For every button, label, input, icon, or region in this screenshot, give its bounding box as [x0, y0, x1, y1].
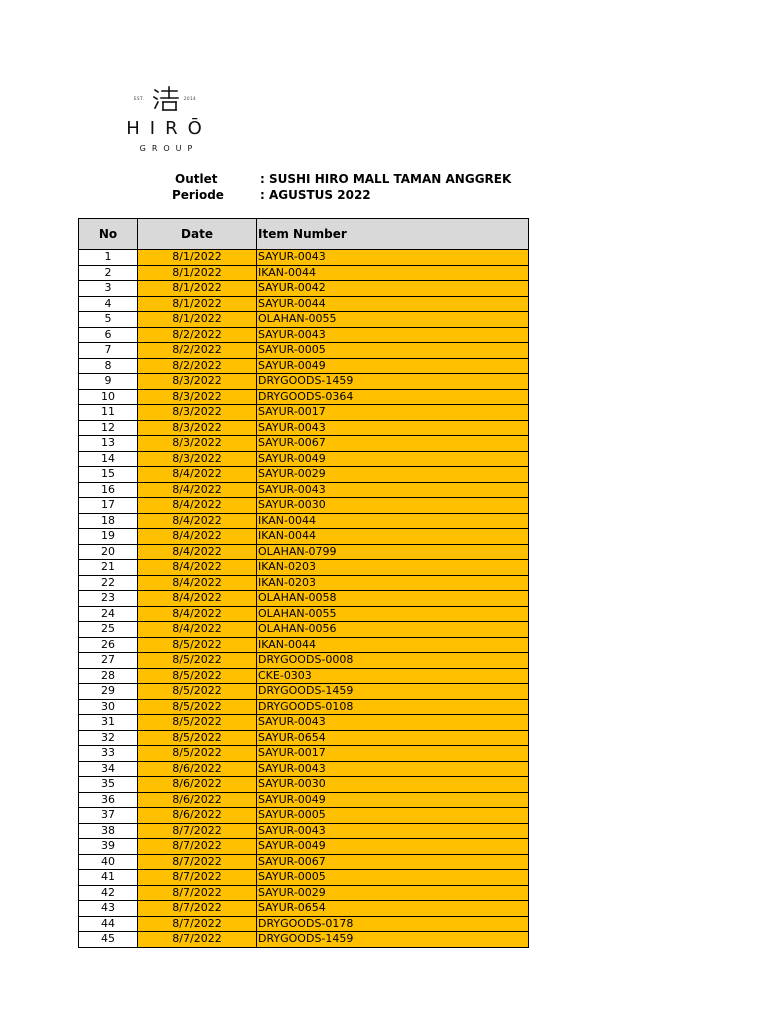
- table-row: [79, 529, 529, 545]
- cell-item-number: SAYUR-0017: [257, 746, 529, 762]
- cell-item-number: IKAN-0044: [257, 529, 529, 545]
- cell-no: 17: [79, 498, 138, 514]
- cell-item-number: SAYUR-0043: [257, 761, 529, 777]
- cell-no: 36: [79, 792, 138, 808]
- cell-item-number: SAYUR-0043: [257, 250, 529, 266]
- cell-no: 35: [79, 777, 138, 793]
- header-date: Date: [138, 219, 257, 250]
- cell-date: 8/3/2022: [138, 389, 257, 405]
- cell-no: 28: [79, 668, 138, 684]
- cell-item-number: IKAN-0203: [257, 575, 529, 591]
- cell-no: 5: [79, 312, 138, 328]
- table-row: [79, 715, 529, 731]
- table-header-row: [79, 219, 529, 250]
- cell-date: 8/4/2022: [138, 560, 257, 576]
- cell-date: 8/5/2022: [138, 668, 257, 684]
- header-no: No: [79, 219, 138, 250]
- table-row: [79, 358, 529, 374]
- cell-date: 8/6/2022: [138, 808, 257, 824]
- table-row: [79, 374, 529, 390]
- cell-no: 15: [79, 467, 138, 483]
- cell-no: 29: [79, 684, 138, 700]
- cell-item-number: OLAHAN-0055: [257, 312, 529, 328]
- cell-item-number: SAYUR-0067: [257, 436, 529, 452]
- cell-date: 8/7/2022: [138, 839, 257, 855]
- cell-item-number: SAYUR-0043: [257, 715, 529, 731]
- cell-date: 8/2/2022: [138, 343, 257, 359]
- table-row: [79, 420, 529, 436]
- periode-row: [170, 188, 511, 204]
- cell-item-number: OLAHAN-0056: [257, 622, 529, 638]
- cell-item-number: SAYUR-0067: [257, 854, 529, 870]
- table-row: [79, 792, 529, 808]
- cell-no: 33: [79, 746, 138, 762]
- table-row: [79, 560, 529, 576]
- table-row: [79, 901, 529, 917]
- cell-no: 22: [79, 575, 138, 591]
- table-row: [79, 250, 529, 266]
- cell-no: 1: [79, 250, 138, 266]
- cell-item-number: DRYGOODS-0178: [257, 916, 529, 932]
- cell-item-number: SAYUR-0044: [257, 296, 529, 312]
- table-row: [79, 389, 529, 405]
- cell-no: 32: [79, 730, 138, 746]
- periode-value: : AGUSTUS 2022: [260, 188, 371, 202]
- cell-no: 40: [79, 854, 138, 870]
- cell-date: 8/4/2022: [138, 575, 257, 591]
- cell-no: 18: [79, 513, 138, 529]
- table-row: [79, 854, 529, 870]
- report-meta: [170, 172, 511, 204]
- table-row: [79, 405, 529, 421]
- table-row: [79, 823, 529, 839]
- cell-no: 24: [79, 606, 138, 622]
- cell-no: 2: [79, 265, 138, 281]
- cell-date: 8/4/2022: [138, 513, 257, 529]
- cell-date: 8/6/2022: [138, 777, 257, 793]
- cell-item-number: DRYGOODS-1459: [257, 374, 529, 390]
- cell-item-number: SAYUR-0042: [257, 281, 529, 297]
- cell-item-number: SAYUR-0005: [257, 808, 529, 824]
- logo-group-text: GROUP: [139, 144, 199, 153]
- cell-no: 26: [79, 637, 138, 653]
- outlet-value: : SUSHI HIRO MALL TAMAN ANGGREK: [260, 172, 512, 186]
- cell-item-number: SAYUR-0049: [257, 792, 529, 808]
- cell-no: 44: [79, 916, 138, 932]
- cell-date: 8/5/2022: [138, 715, 257, 731]
- periode-label: Periode: [172, 188, 224, 202]
- cell-no: 16: [79, 482, 138, 498]
- cell-date: 8/7/2022: [138, 901, 257, 917]
- cell-item-number: IKAN-0203: [257, 560, 529, 576]
- cell-item-number: IKAN-0044: [257, 265, 529, 281]
- cell-no: 11: [79, 405, 138, 421]
- cell-date: 8/1/2022: [138, 281, 257, 297]
- table-row: [79, 668, 529, 684]
- table-row: [79, 451, 529, 467]
- cell-item-number: CKE-0303: [257, 668, 529, 684]
- cell-date: 8/4/2022: [138, 529, 257, 545]
- cell-date: 8/5/2022: [138, 684, 257, 700]
- cell-date: 8/6/2022: [138, 792, 257, 808]
- cell-no: 3: [79, 281, 138, 297]
- table-row: [79, 699, 529, 715]
- cell-date: 8/4/2022: [138, 467, 257, 483]
- cell-no: 37: [79, 808, 138, 824]
- cell-item-number: SAYUR-0017: [257, 405, 529, 421]
- cell-date: 8/5/2022: [138, 637, 257, 653]
- cell-date: 8/3/2022: [138, 405, 257, 421]
- table-row: [79, 498, 529, 514]
- table-row: [79, 343, 529, 359]
- cell-item-number: IKAN-0044: [257, 513, 529, 529]
- cell-date: 8/1/2022: [138, 265, 257, 281]
- cell-item-number: SAYUR-0654: [257, 901, 529, 917]
- table-row: [79, 281, 529, 297]
- cell-date: 8/7/2022: [138, 870, 257, 886]
- cell-item-number: DRYGOODS-1459: [257, 684, 529, 700]
- cell-date: 8/3/2022: [138, 436, 257, 452]
- cell-date: 8/4/2022: [138, 498, 257, 514]
- table-row: [79, 777, 529, 793]
- cell-date: 8/1/2022: [138, 250, 257, 266]
- table-row: [79, 606, 529, 622]
- cell-no: 25: [79, 622, 138, 638]
- hiro-kanji-logo-icon: [152, 86, 180, 112]
- cell-no: 39: [79, 839, 138, 855]
- cell-no: 21: [79, 560, 138, 576]
- cell-item-number: IKAN-0044: [257, 637, 529, 653]
- cell-item-number: SAYUR-0030: [257, 777, 529, 793]
- cell-date: 8/4/2022: [138, 591, 257, 607]
- cell-item-number: OLAHAN-0058: [257, 591, 529, 607]
- cell-item-number: SAYUR-0049: [257, 839, 529, 855]
- table-row: [79, 870, 529, 886]
- cell-no: 6: [79, 327, 138, 343]
- cell-no: 30: [79, 699, 138, 715]
- logo-est-text: EST.: [134, 96, 145, 101]
- cell-no: 34: [79, 761, 138, 777]
- cell-item-number: SAYUR-0029: [257, 885, 529, 901]
- table-row: [79, 622, 529, 638]
- cell-date: 8/5/2022: [138, 730, 257, 746]
- table-row: [79, 653, 529, 669]
- cell-item-number: SAYUR-0654: [257, 730, 529, 746]
- cell-date: 8/4/2022: [138, 544, 257, 560]
- cell-date: 8/7/2022: [138, 916, 257, 932]
- cell-date: 8/7/2022: [138, 823, 257, 839]
- cell-item-number: SAYUR-0043: [257, 327, 529, 343]
- cell-item-number: DRYGOODS-0008: [257, 653, 529, 669]
- cell-item-number: SAYUR-0005: [257, 343, 529, 359]
- cell-no: 10: [79, 389, 138, 405]
- cell-no: 43: [79, 901, 138, 917]
- cell-date: 8/5/2022: [138, 746, 257, 762]
- cell-date: 8/3/2022: [138, 451, 257, 467]
- cell-no: 31: [79, 715, 138, 731]
- header-item-number: Item Number: [257, 219, 529, 250]
- table-row: [79, 885, 529, 901]
- cell-item-number: OLAHAN-0055: [257, 606, 529, 622]
- cell-no: 42: [79, 885, 138, 901]
- cell-no: 7: [79, 343, 138, 359]
- table-row: [79, 575, 529, 591]
- cell-item-number: SAYUR-0049: [257, 451, 529, 467]
- cell-date: 8/5/2022: [138, 653, 257, 669]
- cell-item-number: SAYUR-0029: [257, 467, 529, 483]
- cell-date: 8/7/2022: [138, 932, 257, 948]
- cell-item-number: SAYUR-0049: [257, 358, 529, 374]
- item-table: [78, 218, 529, 948]
- table-row: [79, 513, 529, 529]
- table-row: [79, 265, 529, 281]
- table-row: [79, 746, 529, 762]
- table-row: [79, 808, 529, 824]
- hiro-group-logo: [118, 84, 214, 158]
- cell-no: 27: [79, 653, 138, 669]
- cell-item-number: DRYGOODS-0364: [257, 389, 529, 405]
- cell-no: 19: [79, 529, 138, 545]
- outlet-row: [170, 172, 511, 188]
- table-row: [79, 296, 529, 312]
- outlet-label: Outlet: [175, 172, 218, 186]
- table-row: [79, 327, 529, 343]
- cell-date: 8/3/2022: [138, 374, 257, 390]
- logo-wordmark: HIRŌ: [126, 118, 212, 139]
- cell-item-number: SAYUR-0043: [257, 823, 529, 839]
- cell-item-number: SAYUR-0030: [257, 498, 529, 514]
- cell-date: 8/2/2022: [138, 358, 257, 374]
- logo-year-text: 2014: [184, 96, 197, 101]
- cell-no: 41: [79, 870, 138, 886]
- cell-no: 13: [79, 436, 138, 452]
- cell-item-number: DRYGOODS-0108: [257, 699, 529, 715]
- cell-no: 12: [79, 420, 138, 436]
- cell-no: 14: [79, 451, 138, 467]
- cell-date: 8/2/2022: [138, 327, 257, 343]
- table-row: [79, 436, 529, 452]
- table-body: [79, 250, 529, 948]
- cell-item-number: OLAHAN-0799: [257, 544, 529, 560]
- cell-item-number: SAYUR-0043: [257, 420, 529, 436]
- cell-date: 8/3/2022: [138, 420, 257, 436]
- cell-no: 23: [79, 591, 138, 607]
- cell-date: 8/5/2022: [138, 699, 257, 715]
- cell-item-number: DRYGOODS-1459: [257, 932, 529, 948]
- table-row: [79, 684, 529, 700]
- cell-date: 8/6/2022: [138, 761, 257, 777]
- cell-no: 9: [79, 374, 138, 390]
- cell-item-number: SAYUR-0043: [257, 482, 529, 498]
- cell-no: 8: [79, 358, 138, 374]
- cell-date: 8/4/2022: [138, 606, 257, 622]
- cell-date: 8/7/2022: [138, 854, 257, 870]
- cell-no: 45: [79, 932, 138, 948]
- cell-no: 20: [79, 544, 138, 560]
- table-row: [79, 591, 529, 607]
- table-row: [79, 916, 529, 932]
- table-row: [79, 637, 529, 653]
- table-row: [79, 839, 529, 855]
- cell-date: 8/4/2022: [138, 482, 257, 498]
- cell-date: 8/1/2022: [138, 296, 257, 312]
- cell-item-number: SAYUR-0005: [257, 870, 529, 886]
- table-row: [79, 482, 529, 498]
- cell-no: 38: [79, 823, 138, 839]
- cell-no: 4: [79, 296, 138, 312]
- table-row: [79, 932, 529, 948]
- cell-date: 8/1/2022: [138, 312, 257, 328]
- cell-date: 8/7/2022: [138, 885, 257, 901]
- table-row: [79, 467, 529, 483]
- cell-date: 8/4/2022: [138, 622, 257, 638]
- table-row: [79, 312, 529, 328]
- table-row: [79, 730, 529, 746]
- table-row: [79, 544, 529, 560]
- table-row: [79, 761, 529, 777]
